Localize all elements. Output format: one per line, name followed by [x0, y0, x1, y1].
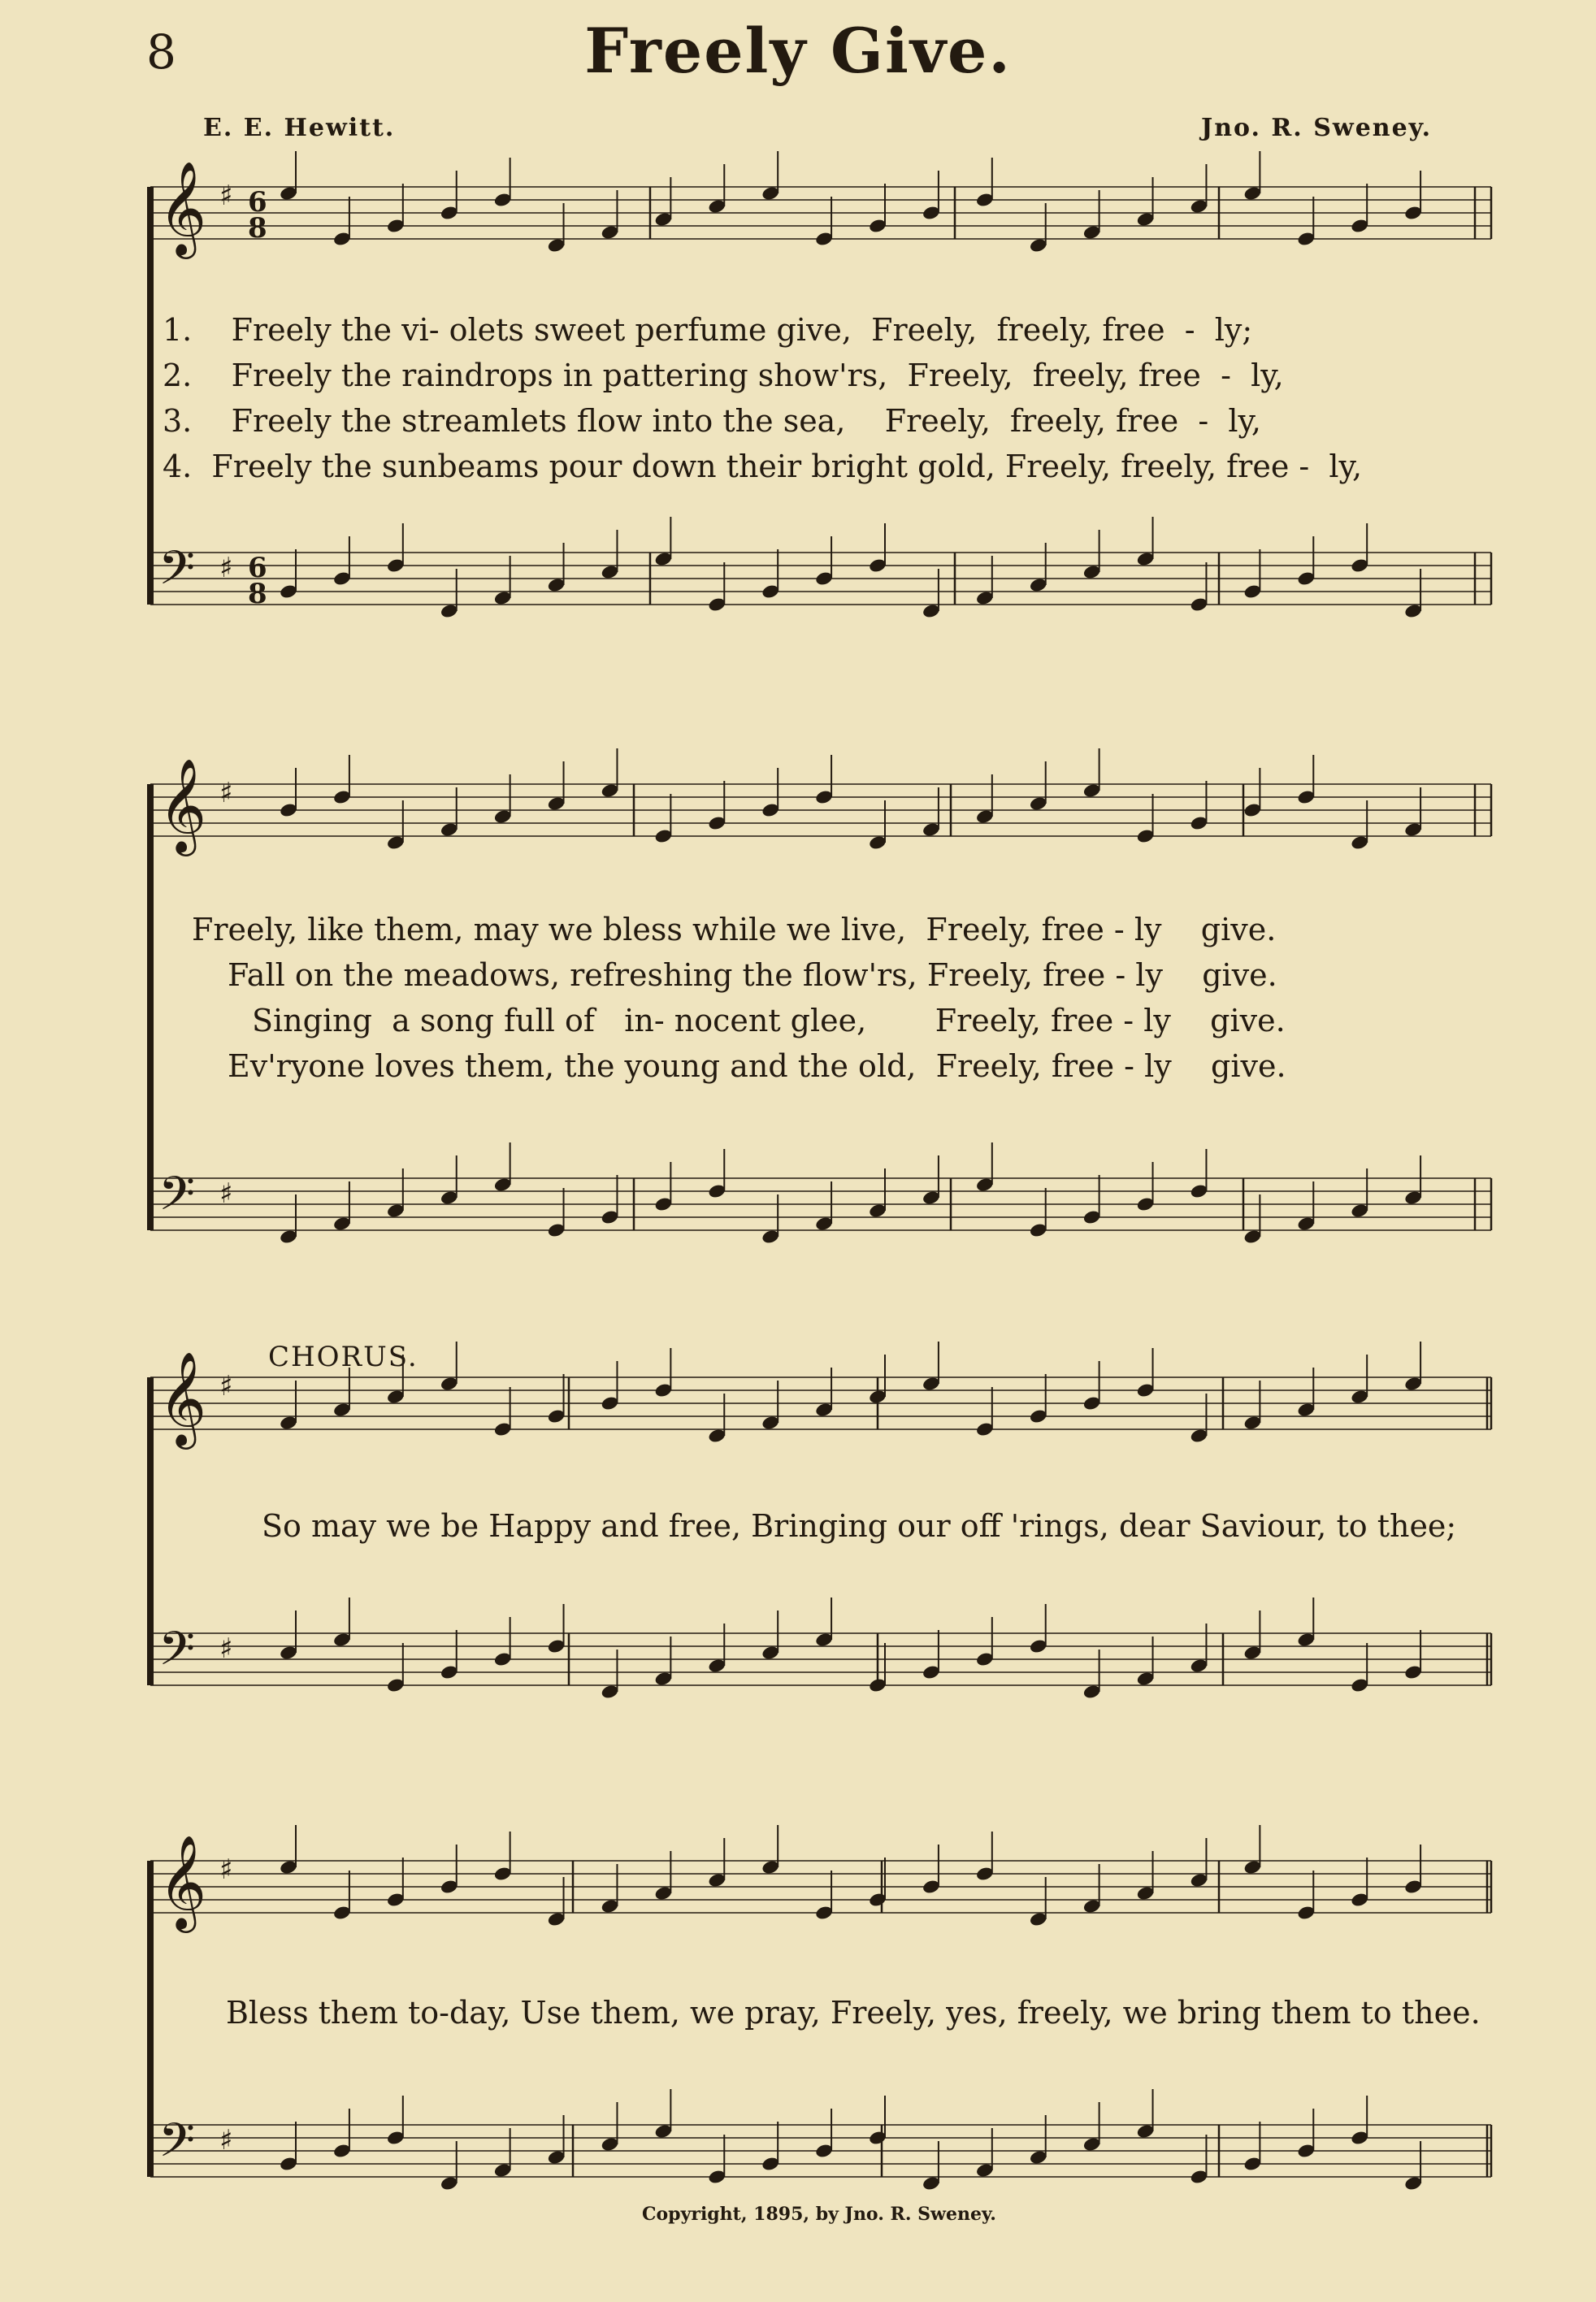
key-signature-sharp: ♯ — [219, 1370, 233, 1402]
verse-1-line-2: Freely, like them, may we bless while we live, Freely, free - ly give. — [192, 912, 1277, 947]
chorus-line-2: Bless them to-day, Use them, we pray, Freely, yes, freely, we bring them to thee. — [226, 1995, 1481, 2031]
bass-clef: 𝄢 — [158, 2113, 196, 2179]
treble-clef: 𝄞 — [158, 1350, 207, 1446]
key-signature-sharp: ♯ — [219, 2124, 233, 2157]
time-signature-lower: 8 — [248, 578, 267, 610]
key-signature-sharp: ♯ — [219, 180, 233, 212]
verse-4-line-1: 4. Freely the sunbeams pour down their bright gold, Freely, freely, free - ly, — [163, 449, 1363, 484]
treble-clef: 𝄞 — [158, 757, 207, 852]
verse-2-line-2: Fall on the meadows, refreshing the flow'rs, Freely, free - ly give. — [228, 957, 1277, 993]
bass-clef: 𝄢 — [158, 1166, 196, 1233]
verse-2-line-1: 2. Freely the raindrops in pattering show'rs, Freely, freely, free - ly, — [163, 358, 1284, 393]
time-signature-upper: 6 — [248, 186, 267, 219]
time-signature-upper: 6 — [248, 552, 267, 584]
bass-clef: 𝄢 — [158, 1621, 196, 1688]
chorus-label: CHORUS. — [268, 1341, 419, 1373]
copyright-notice: Copyright, 1895, by Jno. R. Sweney. — [642, 2204, 996, 2225]
key-signature-sharp: ♯ — [219, 1632, 233, 1665]
bass-clef: 𝄢 — [158, 540, 196, 607]
key-signature-sharp: ♯ — [219, 1853, 233, 1886]
verse-3-line-1: 3. Freely the streamlets flow into the sea, Freely, freely, free - ly, — [163, 403, 1262, 439]
treble-clef: 𝄞 — [158, 160, 207, 255]
page-number: 8 — [146, 24, 176, 80]
verse-3-line-2: Singing a song full of in- nocent glee, Freely, free - ly give. — [252, 1003, 1286, 1038]
key-signature-sharp: ♯ — [219, 777, 233, 809]
key-signature-sharp: ♯ — [219, 552, 233, 584]
key-signature-sharp: ♯ — [219, 1177, 233, 1210]
verse-1-line-1: 1. Freely the vi- olets sweet perfume give, Freely, freely, free - ly; — [163, 312, 1253, 348]
composer-credit: Jno. R. Sweney. — [1201, 114, 1433, 142]
hymn-title: Freely Give. — [584, 15, 1012, 87]
treble-clef: 𝄞 — [158, 1834, 207, 1929]
lyricist-credit: E. E. Hewitt. — [203, 114, 396, 142]
chorus-line-1: So may we be Happy and free, Bringing our off 'rings, dear Saviour, to thee; — [262, 1508, 1457, 1544]
verse-4-line-2: Ev'ryone loves them, the young and the old, Freely, free - ly give. — [228, 1048, 1286, 1084]
time-signature-lower: 8 — [248, 212, 267, 245]
